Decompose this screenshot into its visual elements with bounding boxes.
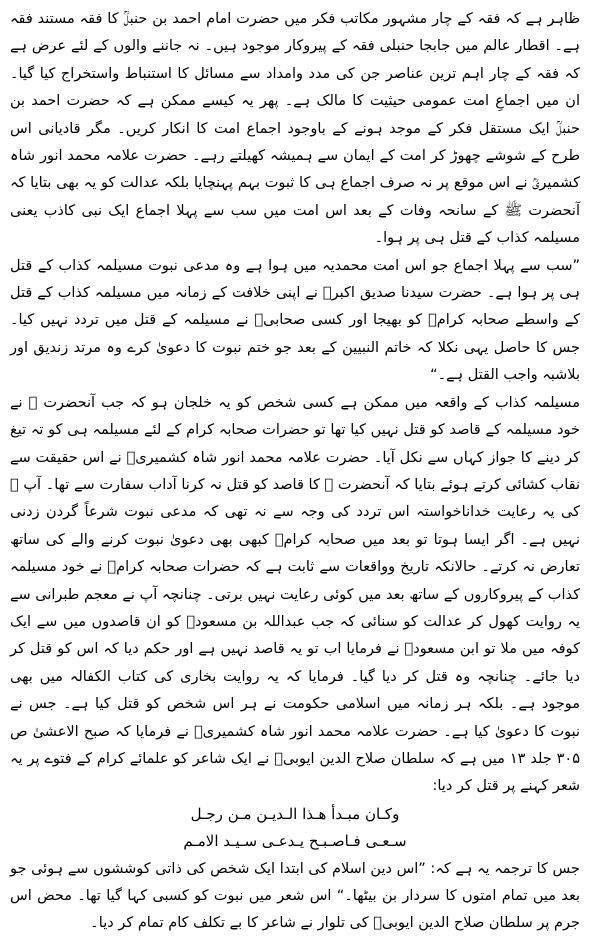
paragraph-musaylimah-envoy: مسیلمہ کذاب کے واقعہ میں ممکن ہے کسی شخص کو یہ خلجان ہو کہ جب آنحضرت ﷺ نے خود مسیلمہ کے قاصد کو قتل نہیں کیا تھا تو حضرات صحابہ کرام کے لئے مسیلمہ ہی کو تہ تیغ کر دینے کا جواز کہاں سے نکل آیا۔ حضرت علامہ محمد انور شاہ کشمیریؒ نے اس حقیقت سے نقاب کشائی کرتے ہوئے بتایا کہ آنحضرت ﷺ کا قاصد کو قتل نہ کرنا آداب سفارت سے تھا۔ آپ ﷺ کی یہ رعایت خداناخواستہ اس تردد کی وجہ سے نہ تھی کہ مدعی نبوت شرعاً گردن زدنی نہیں ہے۔ اگر ایسا ہوتا تو بعد میں صحابہ کرامؓ کبھی بھی دعویٰ نبوت کرنے والے کی ساتھ تعارض نہ کرتے۔ حالانکہ تاریخ وواقعات سے ثابت ہے کہ حضرات صحابہ کرامؓ نے خود مسیلمہ کذاب کے پیروکاروں کے ساتھ بعد میں کوئی رعایت نہیں برتی۔ چنانچہ آپ نے معجم طبرانی سے یہ روایت کھول کر عدالت کو سنائی کہ جب عبداللہ بن مسعودؓ کو ان قاصدوں میں سے ایک کوفہ میں ملا تو ابن مسعودؓ نے فرمایا اب تو یہ قاصد نہیں ہے اور حکم دیا کہ اس کو قتل کر دیا جائے۔ چنانچہ وہ قتل کر دیا گیا۔ فرمایا کہ یہ روایت بخاری کی کتاب الکفالہ میں بھی موجود ہے۔ بلکہ ہر زمانہ میں اسلامی حکومت نے ہر اس شخص کو قتل کیا ہے۔ جس نے نبوت کا دعویٰ کیا ہے۔ حضرت علامہ محمد انور شاہ کشمیریؒ نے فرمایا کہ صبح الاعشیٰ ص ۳۰۵ جلد ۱۳ میں ہے کہ سلطان صلاح الدین ایوبیؒ نے ایک شاعر کو علمائے کرام کے فتوے پر یہ شعر کہنے پر قتل کر دیا: [10, 394, 580, 795]
paragraph-verse-translation: جس کا ترجمہ یہ ہے کہ: ”اس دین اسلام کی ابتدا ایک شخص کی ذاتی کوششوں سے ہوئی جو بعد میں تمام امتوں کا سردار بن بیٹھا۔“ اس شعر میں نبوت کو کسبی کہا گیا تھا۔ محض اس جرم پر سلطان صلاح الدین ایوبیؒ کی تلوار نے شاعر کا بے تکلف کام تمام کر دیا۔ [10, 860, 580, 932]
arabic-verse-line-1: وكـان مبـدأ هـذا الـديـن مـن رجـل [190, 804, 400, 823]
block-quote-first-consensus: ”سب سے پہلا اجماع جو اس امت محمدیہ میں ہوا ہے وہ مدعی نبوت مسیلمہ کذاب کے قتل ہی پر ہوا ہے۔ حضرت سیدنا صدیق اکبرؓ نے اپنی خلافت کے زمانہ میں مسیلمہ کذاب کے قتل کے واسطے صحابہ کرامؓ کو بھیجا اور کسی صحابیؓ نے مسیلمہ کے قتل میں تردد نہیں کیا۔ جس کا حاصل یہی نکلا کہ خاتم النبیین کے بعد جو ختم نبوت کا دعویٰ کرے وہ مرتد زندیق اور بلاشبہ واجب القتل ہے۔“ [10, 257, 580, 384]
paragraph-consensus-intro: ظاہر ہے کہ فقہ کے چار مشہور مکاتب فکر میں حضرت امام احمد بن حنبلؒ کا فقہ مستند فقہ ہے۔ اقطار عالم میں جابجا حنبلی فقہ کے پیروکار موجود ہیں۔ نہ جاننے والوں کے لئے عرض ہے کہ فقہ کے چار اہم ترین عناصر جن کی مدد وامداد سے مسائل کا استنباط واستخراج کیا گیا۔ ان میں اجماعِ امت عمومی حیثیت کا مالک ہے۔ پھر یہ کیسے ممکن ہے کہ حضرت احمد بن حنبلؒ ایک مستقل فکر کے موجد ہونے کے باوجود اجماع امت کا انکار کریں۔ مگر قادیانی اس طرح کے شوشے چھوڑ کر امت کے ایمان سے ہمیشہ کھیلتے رہے۔ حضرت علامہ محمد انور شاہ کشمیریؒ نے اس موقع پر نہ صرف اجماع ہی کا ثبوت بہم پہنچایا بلکہ عدالت کو یہ بھی بتایا کہ آنحضرت ﷺ کے سانحہ وفات کے بعد اس امت میں سب سے پہلا اجماع ایک نبی کاذب یعنی مسیلمہ کذاب کے قتل ہی پر ہوا۔ [10, 11, 580, 247]
arabic-verse-line-2: سـعـى فـاصـبـح يـدعـى سـيـد الامـم [183, 832, 407, 851]
